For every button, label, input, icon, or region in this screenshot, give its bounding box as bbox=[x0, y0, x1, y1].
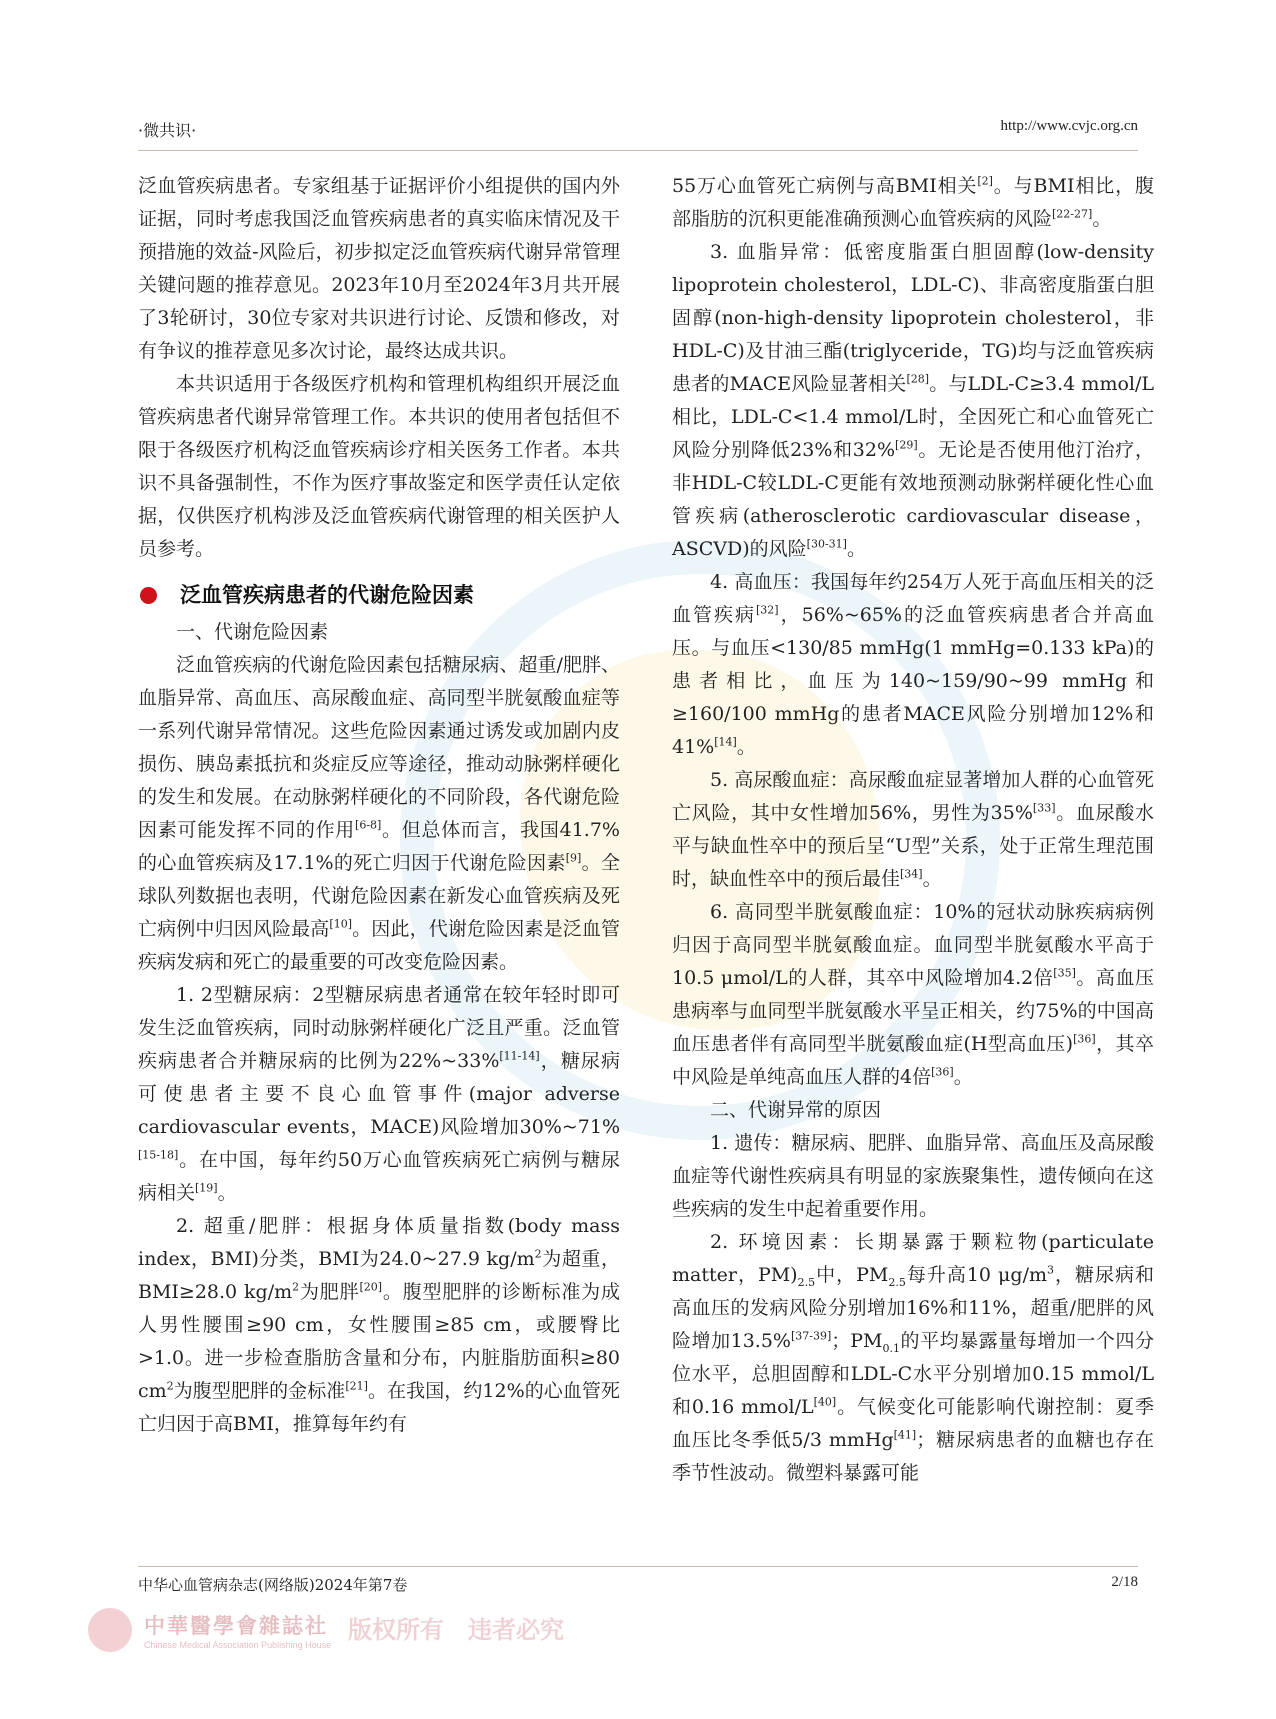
citation[interactable]: [29] bbox=[895, 438, 918, 452]
citation[interactable]: [20] bbox=[359, 1280, 383, 1294]
paragraph: 3. 血脂异常：低密度脂蛋白胆固醇(low-density lipoprotein cholesterol，LDL-C)、非高密度脂蛋白胆固醇(non-high-density lipoprotein cholesterol，非HDL-C)及甘油三酯(triglyceride，TG)均与泛血管疾病患者的MACE风险显著相关[28]。与LDL-C≥3.4 mmol/L相比，LDL-C<1.4 mmol/L时，全因死亡和心血管死亡风险分别降低23%和32%[29]。无论是否使用他汀治疗，非HDL-C较LDL-C更能有效地预测动脉粥样硬化性心血管疾病(atherosclerotic cardiovascular disease，ASCVD)的风险[30-31]。 bbox=[672, 241, 1155, 560]
citation[interactable]: [37-39] bbox=[790, 1329, 832, 1343]
copyright-notice: 版权所有 bbox=[348, 1615, 444, 1644]
subsection-heading: 一、代谢危险因素 bbox=[176, 621, 329, 643]
right-column bbox=[672, 170, 1154, 1490]
publisher-name: 中華醫學會雜誌社 bbox=[144, 1613, 328, 1638]
citation[interactable]: [15-18] bbox=[138, 1148, 179, 1162]
citation[interactable]: [21] bbox=[345, 1379, 368, 1393]
citation[interactable]: [19] bbox=[195, 1181, 218, 1195]
citation[interactable]: [34] bbox=[900, 867, 923, 881]
page-number: 2/18 bbox=[1111, 1574, 1138, 1590]
citation[interactable]: [10] bbox=[329, 917, 353, 931]
page-header bbox=[138, 112, 1138, 142]
header-column-tag: ·微共识· bbox=[138, 121, 197, 140]
red-bullet-icon bbox=[140, 587, 157, 604]
citation[interactable]: [35] bbox=[1053, 966, 1076, 980]
subsection-heading: 二、代谢异常的原因 bbox=[710, 1099, 882, 1121]
paragraph: 6. 高同型半胱氨酸血症：10%的冠状动脉疾病病例归因于高同型半胱氨酸血症。血同型半胱氨酸水平高于10.5 μmol/L的人群，其卒中风险增加4.2倍[35]。高血压患病率与血同型半胱氨酸水平呈正相关，约75%的中国高血压患者伴有高同型半胱氨酸血症(H型高血压)[36]，其卒中风险是单纯高血压人群的4倍[36]。 bbox=[672, 901, 1154, 1088]
citation[interactable]: [36] bbox=[931, 1065, 954, 1079]
paragraph: 5. 高尿酸血症：高尿酸血症显著增加人群的心血管死亡风险，其中女性增加56%，男性为35%[33]。血尿酸水平与缺血性卒中的预后呈“U型”关系，处于正常生理范围时，缺血性卒中的预后最佳[34]。 bbox=[672, 769, 1154, 890]
citation[interactable]: [14] bbox=[714, 735, 737, 749]
citation[interactable]: [28] bbox=[906, 372, 930, 386]
paragraph: 1. 遗传：糖尿病、肥胖、血脂异常、高血压及高尿酸血症等代谢性疾病具有明显的家族聚集性，遗传倾向在这些疾病的发生中起着重要作用。 bbox=[672, 1132, 1154, 1220]
citation[interactable]: [36] bbox=[1073, 1032, 1096, 1046]
citation[interactable]: [41] bbox=[893, 1428, 917, 1442]
citation[interactable]: [2] bbox=[977, 174, 993, 188]
paragraph: 55万心血管死亡病例与高BMI相关[2]。与BMI相比，腹部脂肪的沉积更能准确预测心血管疾病的风险[22-27]。 bbox=[672, 174, 1154, 230]
publisher-logo-strip bbox=[88, 1602, 648, 1662]
citation[interactable]: [33] bbox=[1032, 801, 1056, 815]
journal-citation: 中华心血管病杂志(网络版)2024年第7卷 bbox=[138, 1576, 408, 1594]
paragraph: 4. 高血压：我国每年约254万人死于高血压相关的泛血管疾病[32]，56%~65%的泛血管疾病患者合并高血压。与血压<130/85 mmHg(1 mmHg=0.133 kPa)的患者相比，血压为140~159/90~99 mmHg和≥160/100 mmHg的患者MACE风险分别增加12%和41%[14]。 bbox=[672, 571, 1154, 758]
paragraph: 泛血管疾病的代谢危险因素包括糖尿病、超重/肥胖、血脂异常、高血压、高尿酸血症、高同型半胱氨酸血症等一系列代谢异常情况。这些危险因素通过诱发或加剧内皮损伤、胰岛素抵抗和炎症反应等途径，推动动脉粥样硬化的发生和发展。在动脉粥样硬化的不同阶段，各代谢危险因素可能发挥不同的作用[6-8]。但总体而言，我国41.7%的心血管疾病及17.1%的死亡归因于代谢危险因素[9]。全球队列数据也表明，代谢危险因素在新发心血管疾病及死亡病例中归因风险最高[10]。因此，代谢危险因素是泛血管疾病发病和死亡的最重要的可改变危险因素。 bbox=[138, 654, 620, 973]
citation[interactable]: [22-27] bbox=[1052, 207, 1093, 221]
citation[interactable]: [40] bbox=[813, 1395, 837, 1409]
publisher-name-en: Chinese Medical Association Publishing House bbox=[144, 1640, 332, 1650]
paragraph: 1. 2型糖尿病：2型糖尿病患者通常在较年轻时即可发生泛血管疾病，同时动脉粥样硬化广泛且严重。泛血管疾病患者合并糖尿病的比例为22%~33%[11-14]，糖尿病可使患者主要不良心血管事件(major adverse cardiovascular events，MACE)风险增加30%~71%[15-18]。在中国，每年约50万心血管疾病死亡病例与糖尿病相关[19]。 bbox=[138, 984, 620, 1204]
copyright-warning: 违者必究 bbox=[468, 1615, 564, 1644]
header-rule bbox=[138, 150, 1138, 151]
paragraph: 2. 环境因素：长期暴露于颗粒物(particulate matter，$PM)_{2.5}$中，$PM_{2.5}$每升高10 $\mu g/m^3$，糖尿病和高血压的发病风险分别增加16%和11%，超重/肥胖的风险增加13.5%[37-39]；$PM_{0.1}$的平均暴露量每增加一个四分位水平，总胆固醇和LDL-C水平分别增加0.15 mmol/L和0.16 mmol/L[40]。气候变化可能影响代谢控制：夏季血压比冬季低5/3 mmHg[41]；糖尿病患者的血糖也存在季节性波动。微塑料暴露可能 bbox=[672, 1231, 1154, 1484]
citation[interactable]: [9] bbox=[565, 851, 582, 865]
footer-rule bbox=[138, 1566, 1138, 1567]
header-url[interactable]: http://www.cvjc.org.cn bbox=[1000, 118, 1138, 134]
citation[interactable]: [32] bbox=[756, 603, 779, 617]
section-heading: 泛血管疾病患者的代谢危险因素 bbox=[138, 578, 620, 612]
paragraph: 本共识适用于各级医疗机构和管理机构组织开展泛血管疾病患者代谢异常管理工作。本共识的使用者包括但不限于各级医疗机构泛血管疾病诊疗相关医务工作者。本共识不具备强制性，不作为医疗事故鉴定和医学责任认定依据，仅供医疗机构涉及泛血管疾病代谢管理的相关医护人员参考。 bbox=[138, 373, 620, 560]
publisher-logo-icon bbox=[88, 1608, 132, 1652]
paragraph: 泛血管疾病患者。专家组基于证据评价小组提供的国内外证据，同时考虑我国泛血管疾病患者的真实临床情况及干预措施的效益-风险后，初步拟定泛血管疾病代谢异常管理关键问题的推荐意见。2023年10月至2024年3月共开展了3轮研讨，30位专家对共识进行讨论、反馈和修改，对有争议的推荐意见多次讨论，最终达成共识。 bbox=[138, 175, 620, 362]
citation[interactable]: [6-8] bbox=[355, 818, 382, 832]
citation[interactable]: [30-31] bbox=[806, 537, 847, 551]
paragraph: 2. 超重/肥胖：根据身体质量指数(body mass index，BMI)分类，BMI为24.0~27.9 $kg/m^2$为超重，BMI≥28.0 $kg/m^2$为肥胖[20]。腹型肥胖的诊断标准为成人男性腰围≥90 cm，女性腰围≥85 cm，或腰臀比>1.0。进一步检查脂肪含量和分布，内脏脂肪面积≥80 $cm^2$为腹型肥胖的金标准[21]。在我国，约12%的心血管死亡归因于高BMI，推算每年约有 bbox=[138, 1215, 620, 1435]
left-column bbox=[138, 170, 620, 1441]
citation[interactable]: [11-14] bbox=[499, 1049, 540, 1063]
page-footer bbox=[138, 1574, 1138, 1598]
